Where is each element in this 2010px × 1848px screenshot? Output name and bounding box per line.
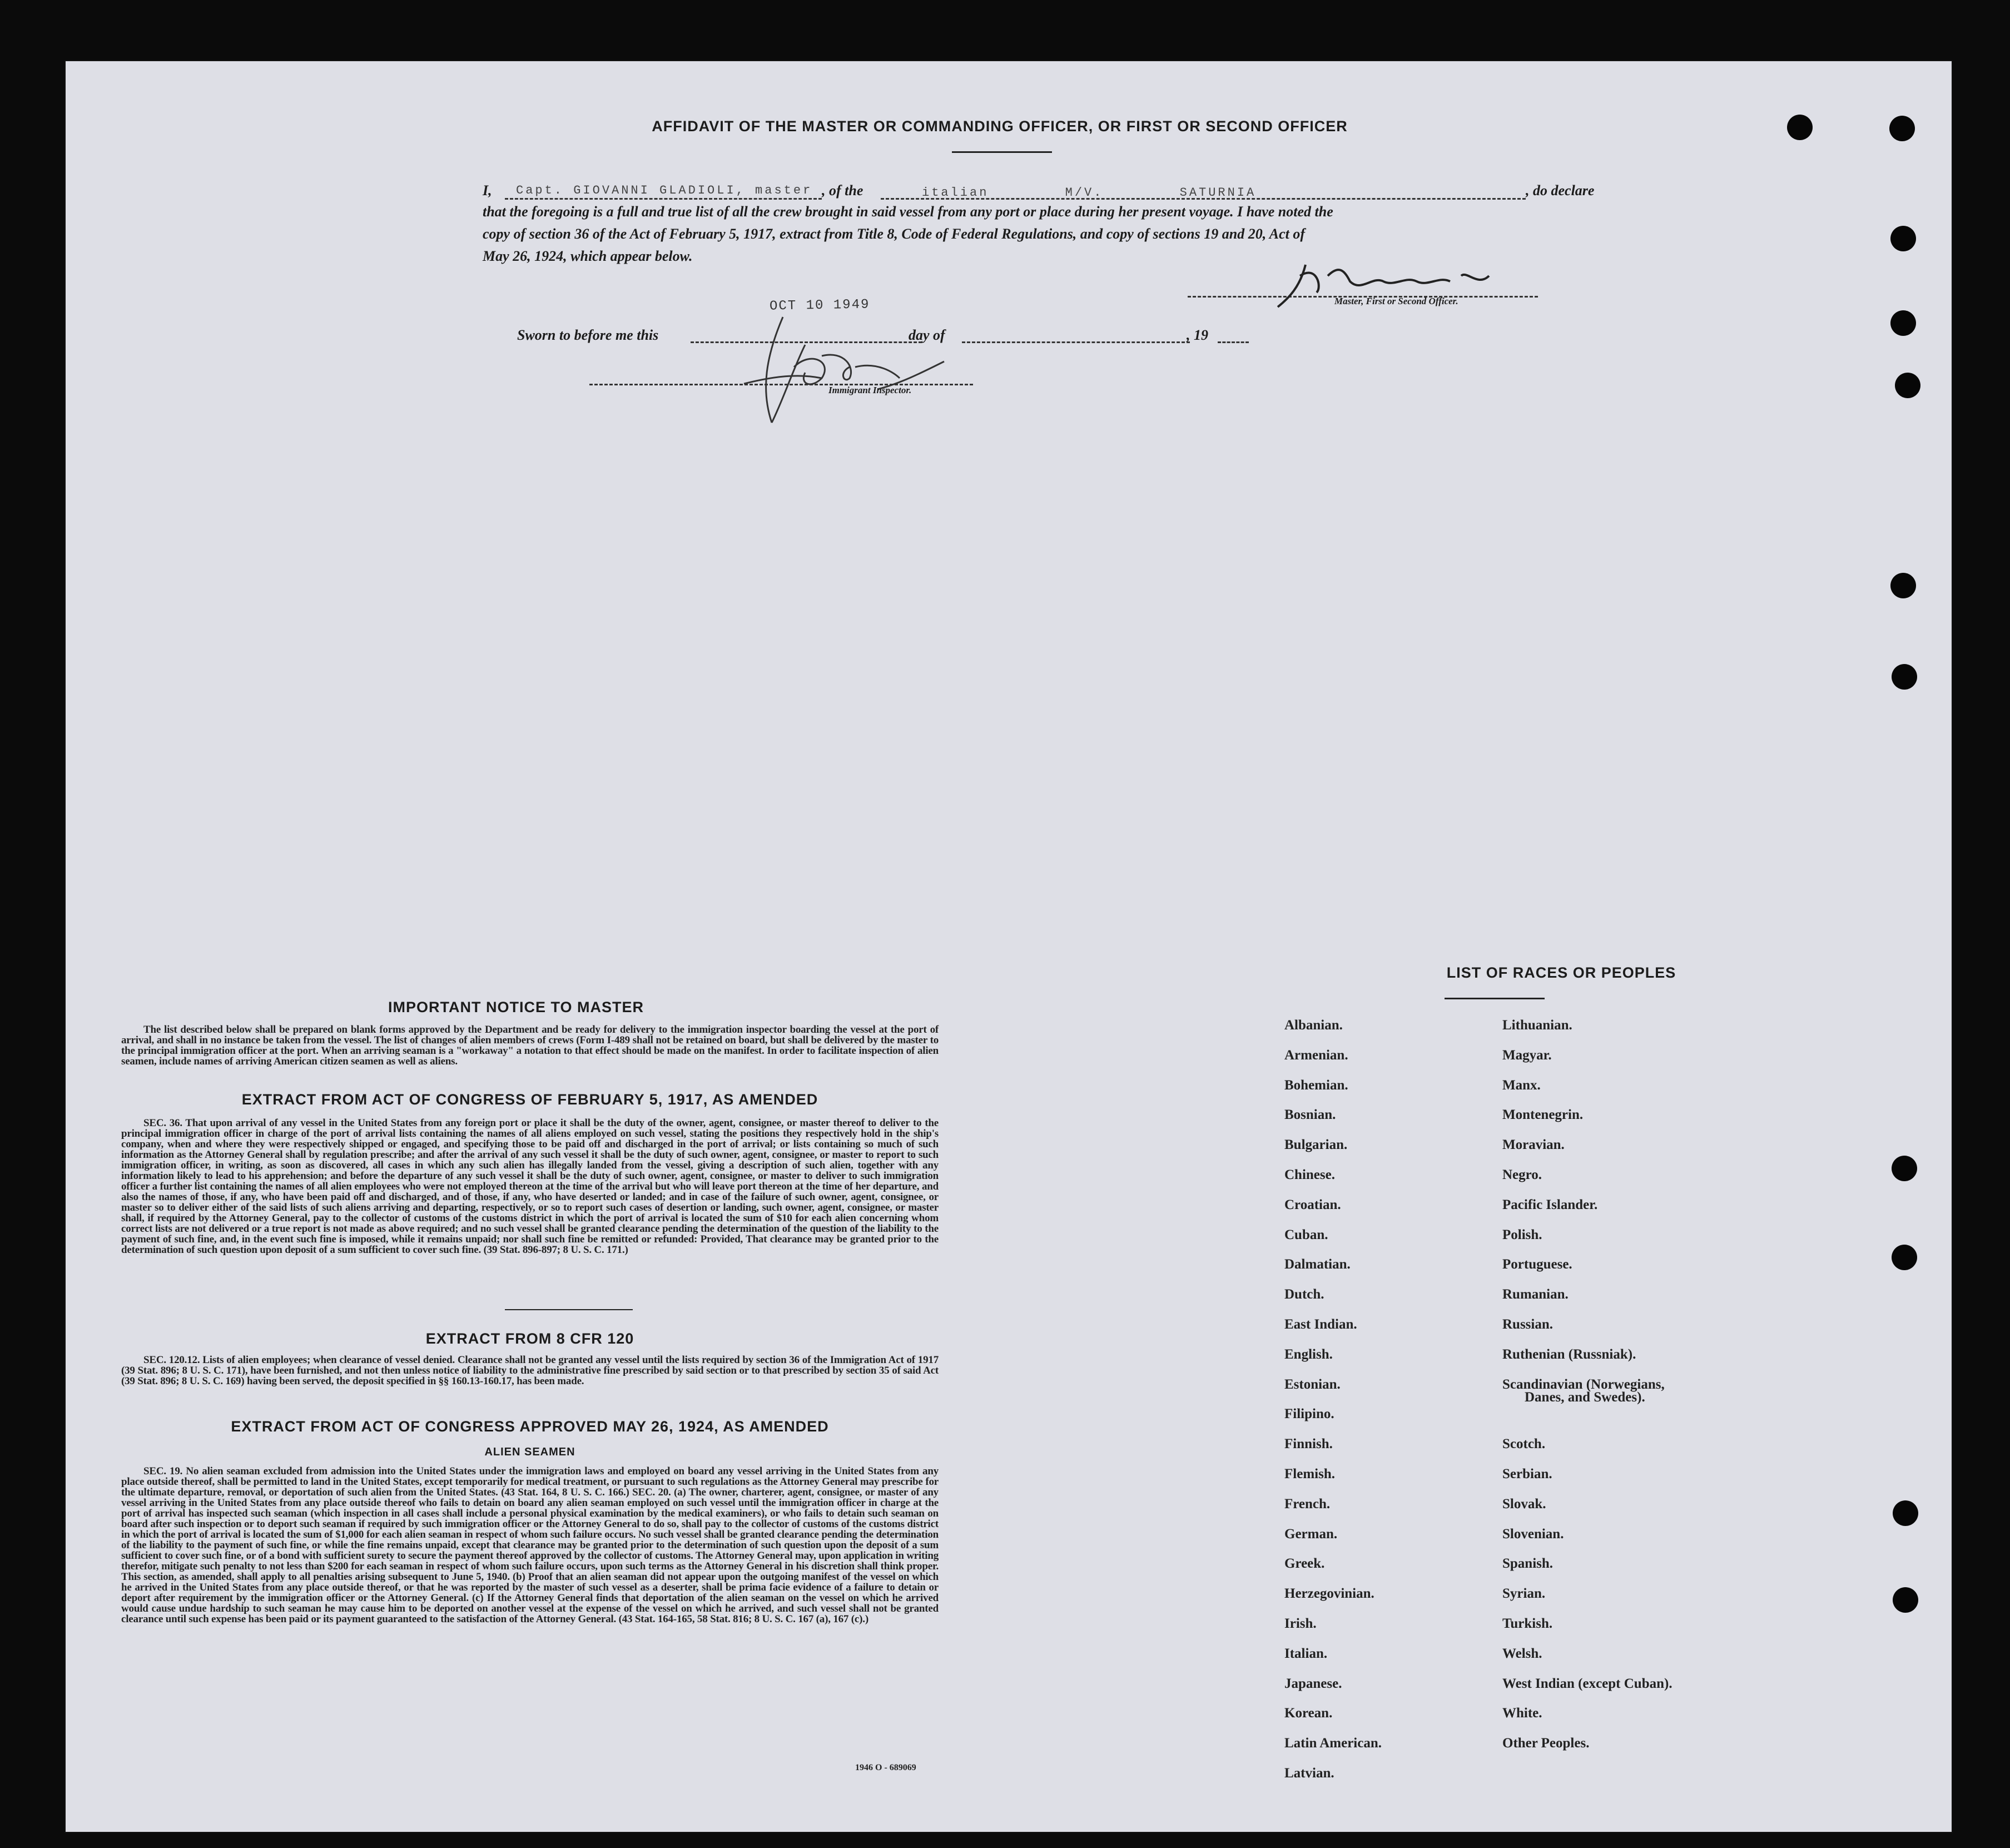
race-item: Polish. [1502, 1227, 1542, 1242]
declarant-field: Capt. GIOVANNI GLADIOLI, master [516, 184, 813, 197]
race-item: Flemish. [1284, 1466, 1335, 1482]
race-item: Bohemian. [1284, 1077, 1348, 1093]
declaration-line-4: May 26, 1924, which appear below. [483, 248, 693, 264]
race-item: Filipino. [1284, 1406, 1334, 1422]
race-item: Portuguese. [1502, 1257, 1572, 1272]
race-item: Other Peoples. [1502, 1736, 1590, 1751]
punch-hole [1892, 1245, 1917, 1270]
declaration-line-2: that the foregoing is a full and true list of all the crew brought in said vessel from any port or place during her present voyage. I have noted the [483, 204, 1333, 220]
race-item: Russian. [1502, 1317, 1554, 1332]
of-the-label: , of the [822, 182, 863, 199]
race-item: Korean. [1284, 1706, 1333, 1721]
race-item: Montenegrin. [1502, 1107, 1584, 1123]
races-underline [1445, 998, 1545, 999]
punch-hole [1890, 310, 1916, 336]
inspector-signature [711, 300, 1000, 439]
race-item: Turkish. [1502, 1616, 1553, 1631]
declarant-prefix: I, [483, 182, 492, 199]
race-item: West Indian (except Cuban). [1502, 1676, 1672, 1691]
race-item: Albanian. [1284, 1018, 1343, 1033]
race-item: Manx. [1502, 1077, 1541, 1093]
race-item: Welsh. [1502, 1646, 1542, 1661]
race-item: Syrian. [1502, 1586, 1546, 1602]
extract-cfr-heading: EXTRACT FROM 8 CFR 120 [425, 1330, 634, 1347]
race-item: Japanese. [1284, 1676, 1342, 1691]
race-item: Dalmatian. [1284, 1257, 1351, 1272]
punch-hole [1890, 226, 1916, 251]
punch-hole [1892, 664, 1917, 690]
race-item: Danes, and Swedes). [1525, 1390, 1645, 1405]
race-item: Scandinavian (Norwegians, [1502, 1376, 1665, 1392]
title-underline [952, 151, 1052, 153]
date-stamp: OCT 10 1949 [769, 297, 870, 314]
punch-hole [1893, 1587, 1918, 1613]
declaration-line-3: copy of section 36 of the Act of February 5, 1917, extract from Title 8, Code of Federal Regulations, and copy of sections 19 and 20, Act of [483, 226, 1305, 242]
year-line [1218, 330, 1249, 343]
affidavit-title: AFFIDAVIT OF THE MASTER OR COMMANDING OFFICER, OR FIRST OR SECOND OFFICER [652, 118, 1348, 135]
race-item: Irish. [1284, 1616, 1317, 1631]
section-divider [505, 1309, 633, 1310]
notice-heading: IMPORTANT NOTICE TO MASTER [388, 999, 644, 1015]
race-item: Rumanian. [1502, 1287, 1569, 1302]
race-item: East Indian. [1284, 1317, 1357, 1332]
race-item: Cuban. [1284, 1227, 1328, 1242]
race-item: Chinese. [1284, 1167, 1335, 1182]
race-item: Latvian. [1284, 1766, 1334, 1781]
extract-1917-body: SEC. 36. That upon arrival of any vessel in the United States from any foreign port or place it shall be the duty of the owner, agent, consignee, or master thereof to deliver to the principal immigration officer in charge of the port of arrival lists containing the names of all aliens employed on such vessel, stating the positions they respectively hold in the ship's company, when and where they were respectively shipped or engaged, and specifying those to be paid off and discharged in the port of arrival; or lists containing so much of such information as the Attorney General shall by regulation prescribe; and after the arrival of any such vessel it shall be the duty of such owner, agent, consignee, or master to report to such immigration officer, in writing, as soon as discovered, all cases in which any such alien has illegally landed from the vessel, giving a description of such alien, together with any information likely to lead to his apprehension; and before the departure of any such vessel it shall be the duty of such owner, agent, consignee, or master to deliver to such immigration officer a further list containing the names of all alien employees who were not employed thereon at the time of the arrival but who will leave port thereon at the time of her departure, and also the names of those, if any, who have been paid off and discharged, and of those, if any, who have deserted or landed; and in case of the failure of such owner, agent, consignee, or master so to deliver either of the said lists of such aliens arriving and departing, respectively, or so to report such cases of desertion or landing, such owner, agent, consignee, or master shall, if required by the Attorney General, pay to the collector of customs of the customs district in which the port of arrival is located the sum of $10 for each alien concerning whom correct lists are not delivered or a true report is not made as above required; and no such vessel shall be granted clearance pending the determination of the question of the liability to the payment of such fine, and, in the event such fine is imposed, while it remains unpaid; nor shall such fine be remitted or refunded: Provided, That clearance may be granted prior to the determination of such question upon deposit of a sum sufficient to cover such fine. (39 Stat. 896-897; 8 U. S. C. 171.) [121, 1117, 939, 1256]
race-item: English. [1284, 1346, 1333, 1362]
print-code: 1946 O - 689069 [855, 1763, 916, 1772]
year-label: , 19 [1187, 327, 1208, 343]
race-item: Dutch. [1284, 1287, 1324, 1302]
day-of-label: day of [909, 327, 945, 343]
race-item: Armenian. [1284, 1047, 1348, 1063]
race-item: Bulgarian. [1284, 1137, 1348, 1153]
punch-hole [1892, 1156, 1917, 1181]
alien-seamen-subheading: ALIEN SEAMEN [484, 1446, 575, 1458]
race-item: German. [1284, 1526, 1338, 1542]
race-item: Slovenian. [1502, 1526, 1564, 1542]
officer-label: Master, First or Second Officer. [1334, 296, 1458, 306]
sworn-label: Sworn to before me this [517, 327, 659, 343]
race-item: Magyar. [1502, 1047, 1552, 1063]
race-item: Finnish. [1284, 1436, 1333, 1452]
form-page [66, 61, 1952, 1832]
race-item: Scotch. [1502, 1436, 1546, 1452]
punch-hole [1893, 1500, 1918, 1526]
punch-hole [1889, 116, 1915, 141]
race-item: Croatian. [1284, 1197, 1341, 1212]
punch-hole [1787, 115, 1813, 140]
race-item: Bosnian. [1284, 1107, 1336, 1123]
vessel-field: italian M/V. SATURNIA [922, 186, 1257, 200]
punch-hole [1895, 373, 1920, 398]
race-item: Herzegovinian. [1284, 1586, 1374, 1602]
race-item: Slovak. [1502, 1496, 1546, 1512]
race-item: Latin American. [1284, 1736, 1382, 1751]
extract-cfr-body: SEC. 120.12. Lists of alien employees; when clearance of vessel denied. Clearance shall not be granted any vessel until the lists required by section 36 of the Immigration Act of 1917 (39 Stat. 896; 8 U. S. C. 171), have been furnished, and not then unless notice of liability to the administrative fine prescribed by said section or to that prescribed by section 35 of said Act (39 Stat. 896; 8 U. S. C. 169) having been served, the deposit specified in §§ 160.13-160.17, has been made. [121, 1354, 939, 1387]
race-item: Estonian. [1284, 1376, 1341, 1392]
race-item: Moravian. [1502, 1137, 1565, 1153]
race-item: Pacific Islander. [1502, 1197, 1598, 1212]
extract-1924-heading: EXTRACT FROM ACT OF CONGRESS APPROVED MAY 26, 1924, AS AMENDED [231, 1418, 829, 1435]
inspector-label: Immigrant Inspector. [828, 385, 912, 395]
punch-hole [1890, 573, 1916, 598]
race-item: Lithuanian. [1502, 1018, 1572, 1033]
race-item: Spanish. [1502, 1556, 1554, 1572]
extract-1924-body: SEC. 19. No alien seaman excluded from admission into the United States under the immigration laws and employed on board any vessel arriving in the United States from any place outside thereof, shall be permitted to land in the United States, except temporarily for medical treatment, or pursuant to such regulations as the Attorney General may prescribe for the ultimate departure, removal, or deportation of such alien from the United States. (43 Stat. 164, 8 U. S. C. 166.) SEC. 20. (a) The owner, charterer, agent, consignee, or master of any vessel arriving in the United States from any place outside thereof who fails to detain on board any alien seaman employed on such vessel until the immigration officer in charge at the port of arrival has inspected such seaman (which inspection in all cases shall include a personal physical examination by the medical examiners), or who fails to detain such seaman on board after such inspection or to deport such seaman if required by such immigration officer or the Attorney General to do so, shall pay to the collector of customs of the customs district in which the port of arrival is located the sum of $1,000 for each alien seaman in respect of whom such failure occurs. No such vessel shall be granted clearance pending the determination of the liability to the payment of such fine, or while the fine remains unpaid, except that clearance may be granted prior to the determination of such question upon the deposit of a sum sufficient to cover such fine, or of a bond with sufficient surety to secure the payment thereof approved by the collector of customs. The Attorney General may, upon application in writing therefor, mitigate such penalty to not less than $200 for each seaman in respect of whom such failure occurs, upon such terms as the Attorney General in his discretion shall think proper. This section, as amended, shall apply to all penalties arising subsequent to June 5, 1940. (b) Proof that an alien seaman did not appear upon the outgoing manifest of the vessel on which he arrived in the United States from any place outside thereof, or that he was reported by the master of such vessel as a deserter, shall be prima facie evidence of a failure to detain or deport after requirement by the immigration officer or the Attorney General. (c) If the Attorney General finds that deportation of the alien seaman on the vessel on which he arrived would cause undue hardship to such seaman he may cause him to be deported on another vessel at the expense of the vessel on which he arrived, and such vessel shall not be granted clearance until such expense has been paid or its payment guaranteed to the satisfaction of the Attorney General. (43 Stat. 164-165, 58 Stat. 816; 8 U. S. C. 167 (a), 167 (c).) [121, 1465, 939, 1625]
race-item: Greek. [1284, 1556, 1325, 1572]
race-item: French. [1284, 1496, 1331, 1512]
race-item: Serbian. [1502, 1466, 1552, 1482]
race-item: Italian. [1284, 1646, 1328, 1661]
extract-1917-heading: EXTRACT FROM ACT OF CONGRESS OF FEBRUARY 5, 1917, AS AMENDED [241, 1091, 818, 1108]
race-item: Negro. [1502, 1167, 1542, 1182]
race-item: Ruthenian (Russniak). [1502, 1346, 1636, 1362]
races-heading: LIST OF RACES OR PEOPLES [1446, 964, 1676, 981]
race-item: White. [1502, 1706, 1542, 1721]
do-declare-label: , do declare [1526, 182, 1595, 199]
notice-body: The list described below shall be prepared on blank forms approved by the Department and be ready for delivery to the immigration inspector boarding the vessel at the port of arrival, and shall in no instance be taken from the vessel. The list of changes of alien members of crews (Form I-489 shall not be retained on board, but shall be delivered by the master to the principal immigration officer at the port. When an arriving seaman is a "workaway" a notation to that effect should be made on the manifest. In order to facilitate inspection of alien seamen, include names of arriving American citizen seamen as well as aliens. [121, 1024, 939, 1067]
